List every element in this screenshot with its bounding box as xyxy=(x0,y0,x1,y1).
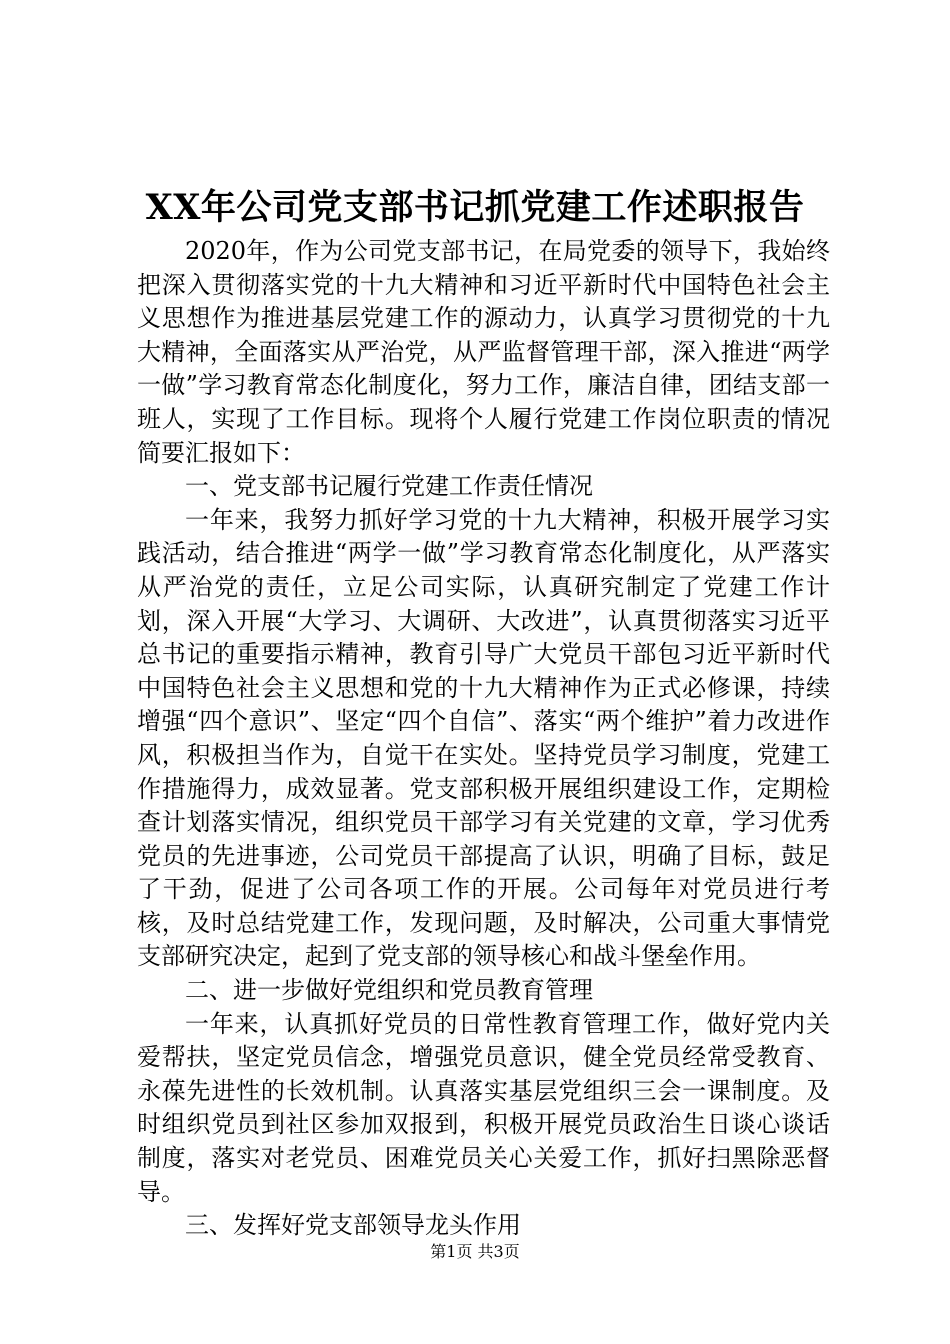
paragraph-section-1: 一年来，我努力抓好学习党的十九大精神，积极开展学习实践活动，结合推进“两学一做”学习教育常态化制度化，从严落实从严治党的责任，立足公司实际，认真研究制定了党建工作计划，深入开展“大学习、大调研、大改进”，认真贯彻落实习近平总书记的重要指示精神，教育引导广大党员干部包习近平新时代中国特色社会主义思想和党的十九大精神作为正式必修课，持续增强“四个意识”、坚定“四个自信”、落实“两个维护”着力改进作风，积极担当作为，自觉干在实处。坚持党员学习制度，党建工作措施得力，成效显著。党支部积极开展组织建设工作，定期检查计划落实情况，组织党员干部学习有关党建的文章，学习优秀党员的先进事迹，公司党员干部提高了认识，明确了目标，鼓足了干劲，促进了公司各项工作的开展。公司每年对党员进行考核，及时总结党建工作，发现问题，及时解决，公司重大事情党支部研究决定，起到了党支部的领导核心和战斗堡垒作用。 xyxy=(137,505,830,971)
paragraph-section-2: 一年来，认真抓好党员的日常性教育管理工作，做好党内关爱帮扶，坚定党员信念，增强党员意识，健全党员经常受教育、永葆先进性的长效机制。认真落实基层党组织三会一课制度。及时组织党员到社区参加双报到，积极开展党员政治生日谈心谈话制度，落实对老党员、困难党员关心关爱工作，抓好扫黑除恶督导。 xyxy=(137,1009,830,1206)
section-heading-2: 二、进一步做好党组织和党员教育管理 xyxy=(185,976,593,1005)
page-footer: 第1页 共3页 xyxy=(430,1242,520,1261)
section-heading-3: 三、发挥好党支部领导龙头作用 xyxy=(185,1211,521,1240)
document-body xyxy=(137,235,830,1243)
paragraph-intro: 2020年，作为公司党支部书记，在局党委的领导下，我始终把深入贯彻落实党的十九大精神和习近平新时代中国特色社会主义思想作为推进基层党建工作的源动力，认真学习贯彻党的十九大精神，全面落实从严治党，从严监督管理干部，深入推进“两学一做”学习教育常态化制度化，努力工作，廉洁自律，团结支部一班人，实现了工作目标。现将个人履行党建工作岗位职责的情况简要汇报如下： xyxy=(137,237,830,467)
document-title: XX年公司党支部书记抓党建工作述职报告 xyxy=(145,187,805,228)
section-heading-1: 一、党支部书记履行党建工作责任情况 xyxy=(185,472,593,501)
